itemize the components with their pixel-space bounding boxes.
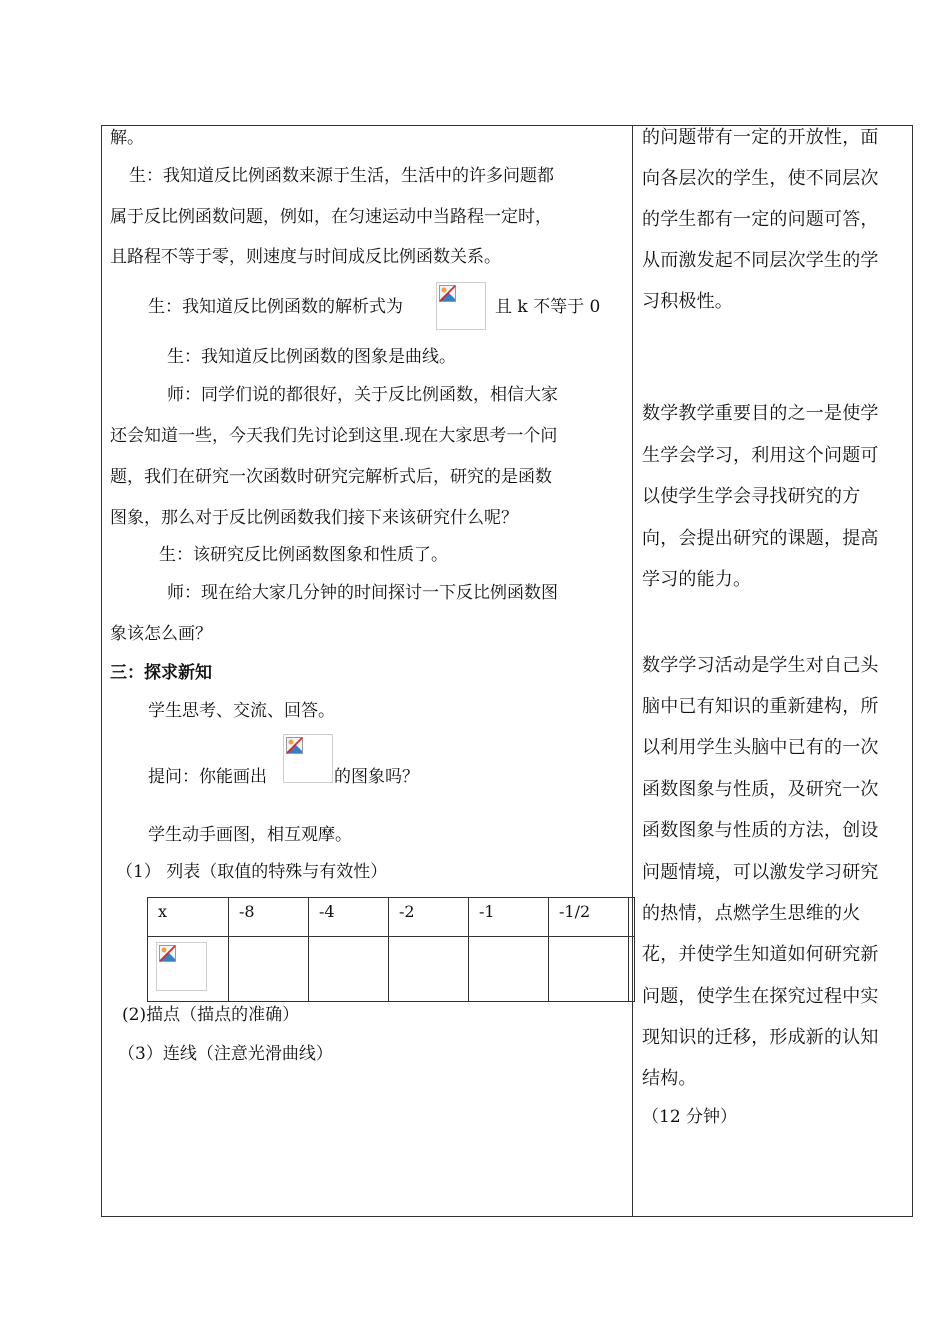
text-line: 学生思考、交流、回答。: [148, 701, 335, 721]
table-cell: [549, 937, 629, 1002]
note-line: 从而激发起不同层次学生的学: [642, 250, 879, 271]
text-line: 且路程不等于零，则速度与时间成反比例函数关系。: [110, 247, 501, 267]
note-line: 函数图象与性质，及研究一次: [642, 779, 879, 800]
text-line: 提问：你能画出: [148, 767, 267, 787]
note-line: 生学会学习，利用这个问题可: [642, 445, 879, 466]
text-line: 师：同学们说的都很好，关于反比例函数，相信大家: [167, 385, 558, 405]
text-line: 学生动手画图，相互观摩。: [148, 825, 352, 845]
text-line: 解。: [110, 128, 144, 148]
column-divider: [632, 125, 633, 1217]
table-header-cell: -1: [469, 898, 549, 937]
text-line: （3）连线（注意光滑曲线）: [118, 1044, 333, 1064]
note-line: 以使学生学会寻找研究的方: [642, 486, 861, 507]
table-cell: [629, 937, 635, 1002]
note-line: 向，会提出研究的课题，提高: [642, 528, 879, 549]
table-cell: [469, 937, 549, 1002]
text-line: 生：我知道反比例函数来源于生活，生活中的许多问题都: [129, 166, 554, 186]
table-header-cell: -4: [309, 898, 389, 937]
section-heading: 三：探求新知: [110, 663, 212, 683]
table-cell: [148, 937, 229, 1002]
formula-image: [436, 282, 486, 330]
table-cell: [629, 898, 635, 937]
text-line: 且 k 不等于 0: [495, 297, 601, 317]
text-line: 象该怎么画？: [110, 624, 212, 644]
text-line: 题，我们在研究一次函数时研究完解析式后，研究的是函数: [110, 467, 552, 487]
table-cell: [309, 937, 389, 1002]
text-line: 生：我知道反比例函数的图象是曲线。: [167, 347, 456, 367]
table-header-cell: -1/2: [549, 898, 629, 937]
note-line: 花，并使学生知道如何研究新: [642, 944, 879, 965]
text-line: 生：该研究反比例函数图象和性质了。: [159, 545, 448, 565]
formula-image: [156, 942, 207, 991]
note-line: 函数图象与性质的方法，创设: [642, 820, 879, 841]
formula-image: [283, 734, 333, 783]
text-line: (2)描点（描点的准确）: [122, 1005, 300, 1025]
note-line: 的热情，点燃学生思维的火: [642, 903, 861, 924]
text-line: 属于反比例函数问题，例如，在匀速运动中当路程一定时，: [110, 207, 552, 227]
broken-image-icon: [286, 737, 303, 754]
note-line: 以利用学生头脑中已有的一次: [642, 737, 879, 758]
note-line: 的学生都有一定的问题可答，: [642, 209, 879, 230]
note-line: 脑中已有知识的重新建构，所: [642, 696, 879, 717]
note-line: 学习的能力。: [642, 569, 752, 590]
text-line: 的图象吗？: [334, 767, 419, 787]
note-line: 数学学习活动是学生对自己头: [642, 655, 879, 676]
note-line: 结构。: [642, 1068, 697, 1089]
note-line: 的问题带有一定的开放性，面: [642, 127, 879, 148]
table-header-cell: x: [148, 898, 229, 937]
duration-note: （12 分钟）: [642, 1107, 738, 1127]
note-line: 问题情境，可以激发学习研究: [642, 862, 879, 883]
note-line: 习积极性。: [642, 291, 733, 312]
table-header-cell: -2: [389, 898, 469, 937]
table-cell: [389, 937, 469, 1002]
text-line: 图象，那么对于反比例函数我们接下来该研究什么呢？: [110, 508, 518, 528]
text-line: 还会知道一些，今天我们先讨论到这里.现在大家思考一个问: [110, 426, 558, 446]
broken-image-icon: [159, 945, 176, 962]
text-line: 师：现在给大家几分钟的时间探讨一下反比例函数图: [167, 583, 558, 603]
note-line: 现知识的迁移，形成新的认知: [642, 1027, 879, 1048]
text-line: （1） 列表（取值的特殊与有效性）: [116, 862, 388, 882]
table-header-cell: -8: [229, 898, 309, 937]
broken-image-icon: [439, 285, 456, 302]
note-line: 问题，使学生在探究过程中实: [642, 986, 879, 1007]
table-cell: [229, 937, 309, 1002]
note-line: 向各层次的学生，使不同层次: [642, 168, 879, 189]
value-table: [147, 897, 635, 1002]
text-line: 生：我知道反比例函数的解析式为: [148, 297, 403, 317]
note-line: 数学教学重要目的之一是使学: [642, 403, 879, 424]
